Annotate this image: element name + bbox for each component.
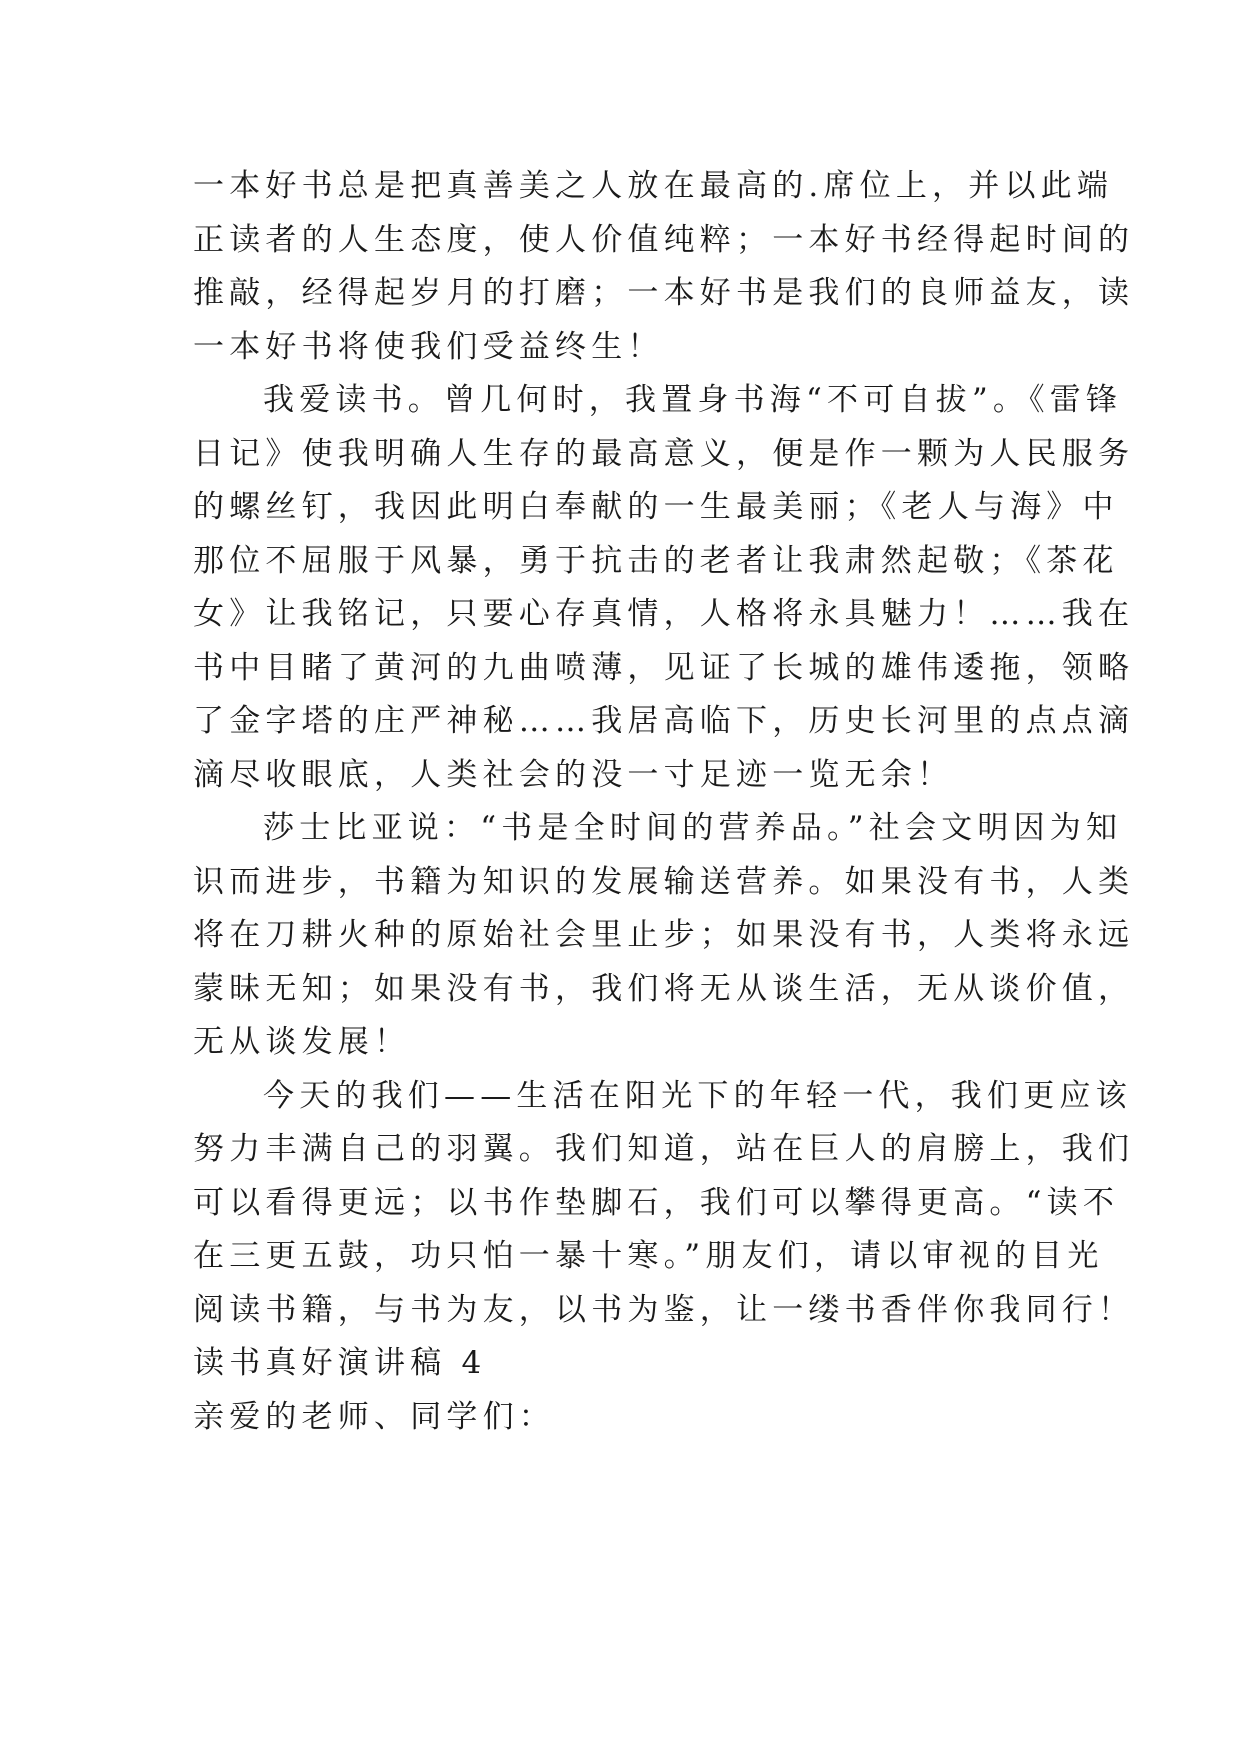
salutation: 亲爱的老师、同学们： [193, 1398, 555, 1435]
text-line: 了金字塔的庄严神秘……我居高临下，历史长河里的点点滴 [193, 703, 1135, 739]
paragraph-first-line: 我爱读书。曾几何时，我置身书海“不可自拔”。《雷锋 [263, 382, 1123, 418]
text-line: 将在刀耕火种的原始社会里止步；如果没有书，人类将永远 [193, 917, 1135, 953]
text-line: 识而进步，书籍为知识的发展输送营养。如果没有书，人类 [193, 863, 1135, 900]
text-line: 日记》使我明确人生存的最高意义，便是作一颗为人民服务 [193, 435, 1135, 472]
paragraph-first-line: 莎士比亚说：“书是全时间的营养品。”社会文明因为知 [263, 810, 1123, 846]
text-line: 阅读书籍，与书为友，以书为鉴，让一缕书香伴你我同行！ [193, 1291, 1135, 1328]
text-line: 正读者的人生态度，使人价值纯粹；一本好书经得起时间的 [193, 221, 1135, 258]
text-line: 努力丰满自己的羽翼。我们知道，站在巨人的肩膀上，我们 [193, 1131, 1135, 1167]
text-line: 蒙昧无知；如果没有书，我们将无从谈生活，无从谈价值， [193, 970, 1135, 1007]
paragraph-first-line: 今天的我们——生活在阳光下的年轻一代，我们更应该 [263, 1077, 1132, 1114]
document-body [193, 160, 1135, 1444]
text-line: 的螺丝钉，我因此明白奉献的一生最美丽；《老人与海》中 [193, 489, 1119, 525]
text-line: 女》让我铭记，只要心存真情，人格将永具魅力！……我在 [193, 596, 1135, 632]
section-heading: 读书真好演讲稿 4 [193, 1345, 487, 1381]
text-line: 书中目睹了黄河的九曲喷薄，见证了长城的雄伟逶拖，领略 [193, 649, 1135, 686]
text-line: 一本好书总是把真善美之人放在最高的.席位上，并以此端 [193, 168, 1114, 204]
text-line: 无从谈发展！ [193, 1024, 411, 1060]
text-line: 一本好书将使我们受益终生！ [193, 328, 664, 365]
text-line: 在三更五鼓，功只怕一暴十寒。”朋友们，请以审视的目光 [193, 1238, 1104, 1274]
text-line: 滴尽收眼底，人类社会的没一寸足迹一览无余！ [193, 756, 954, 793]
text-line: 那位不屈服于风暴，勇于抗击的老者让我肃然起敬；《茶花 [193, 542, 1119, 579]
text-line: 可以看得更远；以书作垫脚石，我们可以攀得更高。“读不 [193, 1184, 1120, 1221]
text-line: 推敲，经得起岁月的打磨；一本好书是我们的良师益友，读 [193, 275, 1135, 311]
